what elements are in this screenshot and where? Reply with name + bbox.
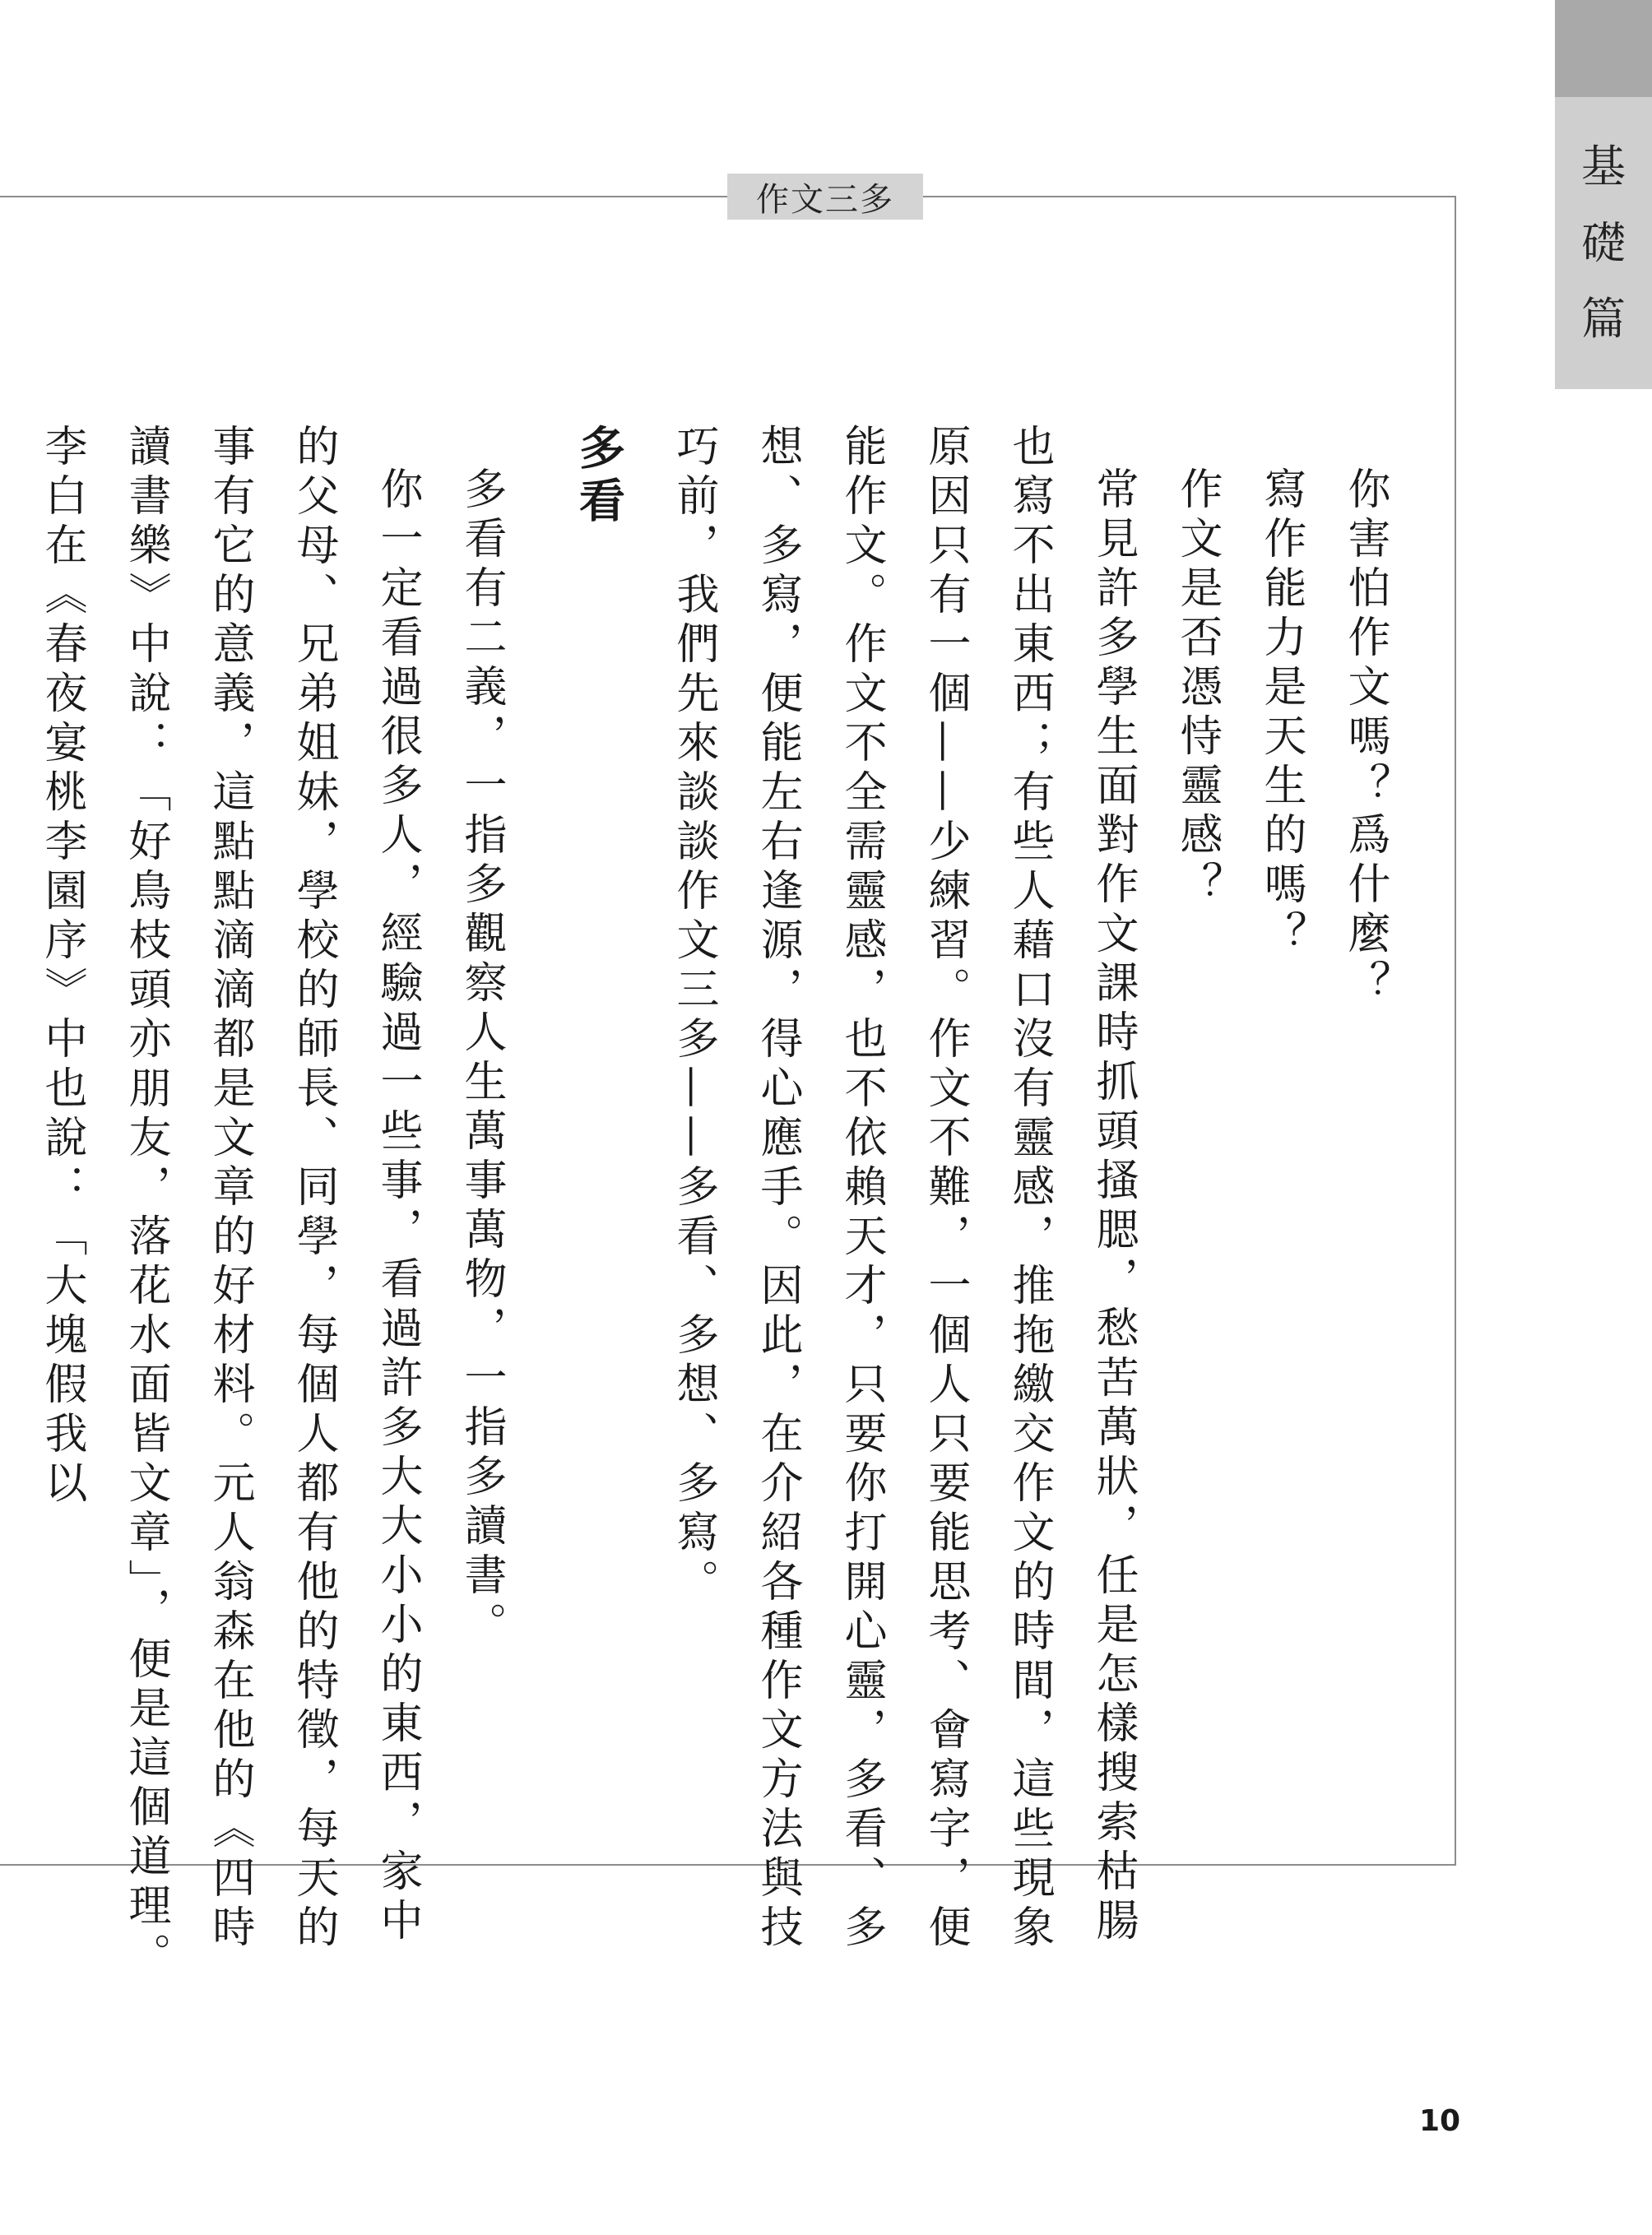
chapter-side-tab xyxy=(1555,97,1652,389)
section-title-tab xyxy=(727,174,923,220)
section-heading: 多看 xyxy=(572,424,625,529)
intro-question: 寫作能力是天生的嗎？ xyxy=(1256,466,1306,960)
body-paragraph: 你一定看過很多人，經驗過一些事，看過許多大大小小的東西，家中的父母、兄弟姐妹，學校的師長、同學，每個人都有他的特徵，每天的事有它的意義，這點點滴滴都是文章的好材料。元人翁森在他的《四時讀書樂》中說：「好鳥枝頭亦朋友，落花水面皆文章」，便是這個道理。李白在《春夜宴桃李園序》中也說：「大塊假我以 xyxy=(37,424,422,1982)
page-number: 10 xyxy=(1419,2104,1461,2138)
body-paragraph: 多看有二義，一指多觀察人生萬事萬物，一指多讀書。 xyxy=(457,466,506,1651)
side-tab-char: 篇 xyxy=(1581,292,1626,345)
vertical-text-body xyxy=(37,424,1407,1987)
side-tab-char: 基 xyxy=(1581,141,1626,193)
side-tab-header-block xyxy=(1555,0,1652,97)
side-tab-char: 礎 xyxy=(1581,216,1626,269)
intro-paragraph: 常見許多學生面對作文課時抓頭搔腮，愁苦萬狀，任是怎樣搜索枯腸也寫不出東西；有些人藉口沒有靈感，推拖繳交作文的時間，這些現象原因只有一個——少練習。作文不難，一個人只要能思考、會寫字，便能作文。作文不全需靈感，也不依賴天才，只要你打開心靈，多看、多想、多寫，便能左右逢源，得心應手。因此，在介紹各種作文方法與技巧前，我們先來談談作文三多——多看、多想、多寫。 xyxy=(669,424,1138,1954)
intro-question: 你害怕作文嗎？爲什麼？ xyxy=(1340,466,1390,1009)
section-title: 作文三多 xyxy=(756,180,894,219)
intro-question: 作文是否憑恃靈感？ xyxy=(1172,466,1222,911)
